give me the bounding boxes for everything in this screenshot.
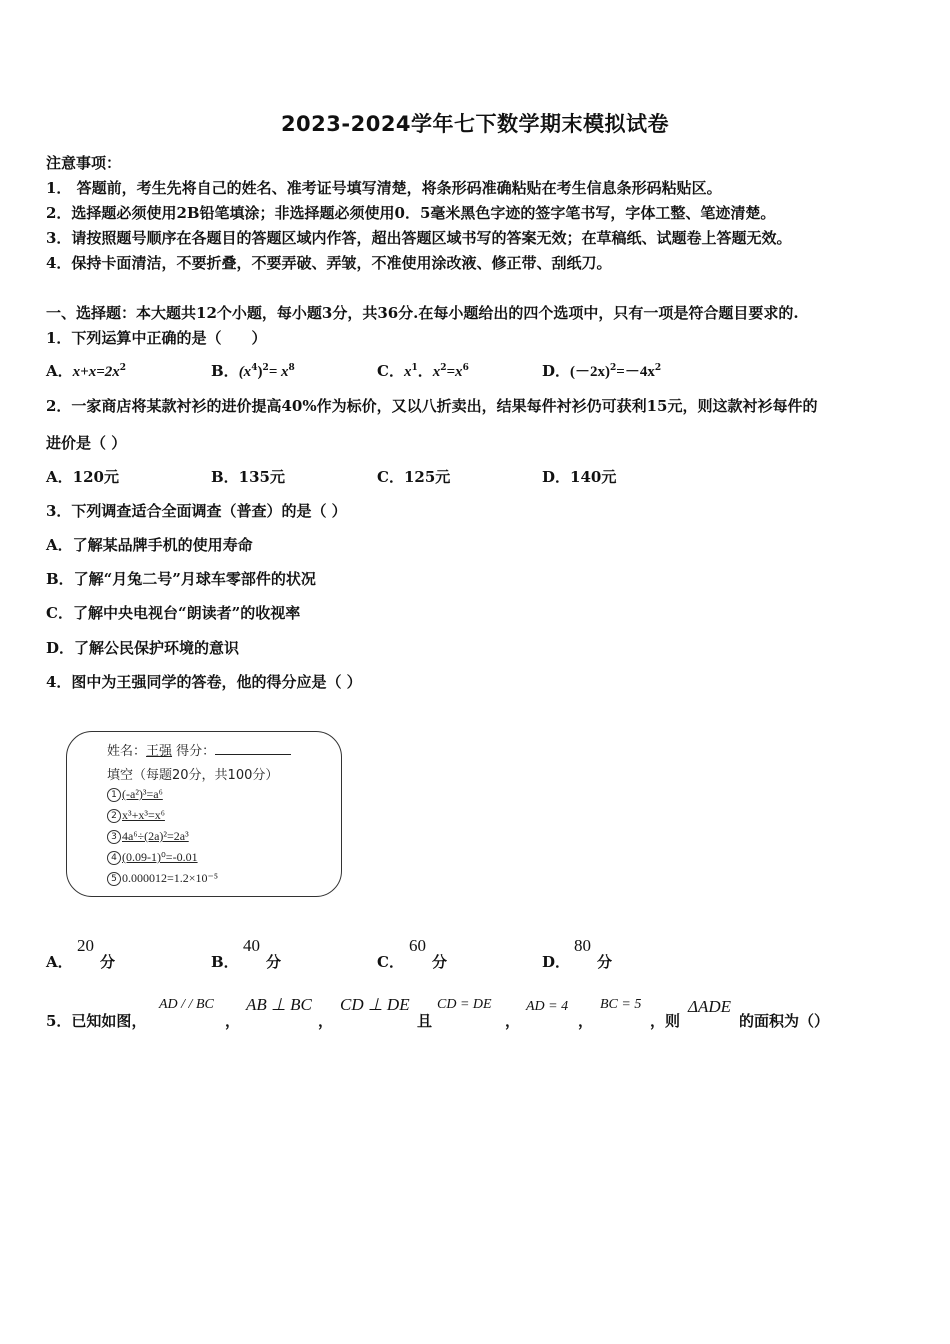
q1-d-sup1: 2 — [610, 363, 617, 373]
q1-c-sup2: 2 — [440, 363, 447, 373]
q2-option-c: C．125元 — [377, 468, 451, 486]
q4-stem: 4．图中为王强同学的答卷，他的得分应是（ ） — [46, 673, 362, 691]
q5-cond-ad-eq-4: AD = 4 — [526, 999, 569, 1014]
q5-sep-3: ， — [505, 1012, 521, 1030]
q5-cond-bc-eq-5: BC = 5 — [600, 997, 642, 1012]
sheet-item-4: 4 (0.09-1)⁰=-0.01 — [107, 850, 198, 865]
q1-b-expr3: = x — [268, 364, 289, 380]
q5-cond-cd-perp-de: CD ⊥ DE — [340, 995, 410, 1014]
q4-option-d-unit: 分 — [597, 953, 613, 971]
sheet-item-5: 5 0.000012=1.2×10⁻⁵ — [107, 871, 218, 886]
sheet-score-label: 得分： — [176, 744, 216, 759]
q1-c-label: C． — [377, 362, 404, 380]
q1-option-c — [377, 360, 469, 381]
q5-suffix: 的面积为（） — [739, 1012, 830, 1030]
q5-then: ，则 — [650, 1012, 681, 1030]
q1-c-expr1: x — [403, 364, 412, 380]
q1-d-sup2: 2 — [654, 363, 662, 373]
q1-d-expr2: =－4x — [616, 364, 655, 380]
q4-option-c-num: 60 — [409, 936, 426, 955]
q1-c-sup3: 6 — [462, 363, 469, 373]
q1-b-expr2: ) — [257, 364, 263, 380]
q4-option-b-unit: 分 — [266, 953, 282, 971]
q1-stem: 1．下列运算中正确的是（ ） — [46, 329, 267, 347]
q1-b-label: B． — [211, 362, 239, 380]
q1-option-a — [46, 360, 126, 381]
q4-option-b-num: 40 — [243, 936, 260, 955]
q5-cond-cd-eq-de: CD = DE — [437, 997, 492, 1012]
sheet-name-value: 王强 — [146, 744, 173, 759]
q4-option-c-label: C． — [377, 953, 404, 971]
q4-option-d-num: 80 — [574, 936, 591, 955]
sheet-name-label: 姓名： — [107, 744, 147, 759]
q1-b-expr1: (x — [238, 364, 252, 380]
q2-option-b: B．135元 — [211, 468, 285, 486]
q3-stem: 3．下列调查适合全面调查（普查）的是（ ） — [46, 502, 347, 520]
q3-option-c: C．了解中央电视台“朗读者”的收视率 — [46, 604, 301, 622]
q1-option-d — [542, 360, 661, 381]
notice-item-1: 1． 答题前，考生先将自己的姓名、准考证号填写清楚，将条形码准确粘贴在考生信息条形码粘贴区。 — [46, 179, 722, 197]
q1-b-sup2: 2 — [262, 363, 269, 373]
answer-sheet-figure — [66, 731, 342, 897]
q1-a-label: A． — [46, 362, 73, 380]
sheet-fill-header: 填空（每题20分，共100分） — [107, 768, 279, 783]
q5-and: 且 — [417, 1012, 433, 1030]
q5-triangle-ade: ΔADE — [688, 997, 732, 1016]
q2-stem-line1: 2．一家商店将某款衬衫的进价提高40%作为标价，又以八折卖出，结果每件衬衫仍可获利15元，则这款衬衫每件的 — [46, 397, 818, 415]
q1-option-b — [211, 360, 295, 381]
q4-option-a-label: A． — [46, 953, 73, 971]
sheet-item-1: 1 (-a²)³=a⁶ — [107, 787, 163, 802]
notice-item-4: 4．保持卡面清洁，不要折叠，不要弄破、弄皱，不准使用涂改液、修正带、刮纸刀。 — [46, 254, 612, 272]
section-heading: 一、选择题：本大题共12个小题，每小题3分，共36分.在每小题给出的四个选项中，只有一项是符合题目要求的. — [46, 304, 799, 322]
q3-option-b: B．了解“月兔二号”月球车零部件的状况 — [46, 570, 316, 588]
sheet-score-blank — [215, 742, 291, 755]
q3-option-a: A．了解某品牌手机的使用寿命 — [46, 536, 253, 554]
q1-c-sup1: 1 — [411, 363, 418, 373]
sheet-name-row — [107, 740, 291, 759]
q2-option-a: A．120元 — [46, 468, 119, 486]
q1-a-sup: 2 — [119, 363, 127, 373]
q2-option-d: D．140元 — [542, 468, 617, 486]
q5-prefix: 5．已知如图， — [46, 1012, 147, 1030]
q1-c-expr3: =x — [446, 364, 463, 380]
q1-d-expr1: (－2x) — [570, 364, 611, 380]
q5-sep-2: ， — [318, 1012, 334, 1030]
q5-cond-ab-perp-bc: AB ⊥ BC — [246, 995, 312, 1014]
notice-heading: 注意事项： — [46, 154, 122, 172]
q1-c-expr2: x — [432, 364, 441, 380]
sheet-item-2: 2 x³+x³=x⁶ — [107, 808, 165, 823]
q5-cond-ad-parallel-bc: AD / / BC — [159, 997, 214, 1012]
q4-option-b-label: B． — [211, 953, 239, 971]
q1-d-label: D． — [542, 362, 571, 380]
notice-item-2: 2．选择题必须使用2B铅笔填涂；非选择题必须使用0．5毫米黑色字迹的签字笔书写，字体工整、笔迹清楚。 — [46, 204, 776, 222]
q1-b-sup1: 4 — [251, 363, 258, 373]
q4-option-a-unit: 分 — [100, 953, 116, 971]
q5-sep-1: ， — [225, 1012, 241, 1030]
q1-b-sup3: 8 — [288, 363, 295, 373]
q1-a-expr: x+x=2x — [72, 364, 120, 380]
q4-option-c-unit: 分 — [432, 953, 448, 971]
page-title: 2023-2024学年七下数学期末模拟试卷 — [280, 112, 670, 136]
q5-sep-4: ， — [578, 1012, 594, 1030]
sheet-item-3: 3 4a⁶÷(2a)²=2a³ — [107, 829, 189, 844]
q4-option-a-num: 20 — [77, 936, 94, 955]
q2-stem-line2: 进价是（ ） — [46, 434, 127, 452]
q4-option-d-label: D． — [542, 953, 571, 971]
q3-option-d: D．了解公民保护环境的意识 — [46, 639, 240, 657]
q1-c-dot: ． — [417, 362, 433, 380]
notice-item-3: 3．请按照题号顺序在各题目的答题区域内作答，超出答题区域书写的答案无效；在草稿纸、试题卷上答题无效。 — [46, 229, 792, 247]
